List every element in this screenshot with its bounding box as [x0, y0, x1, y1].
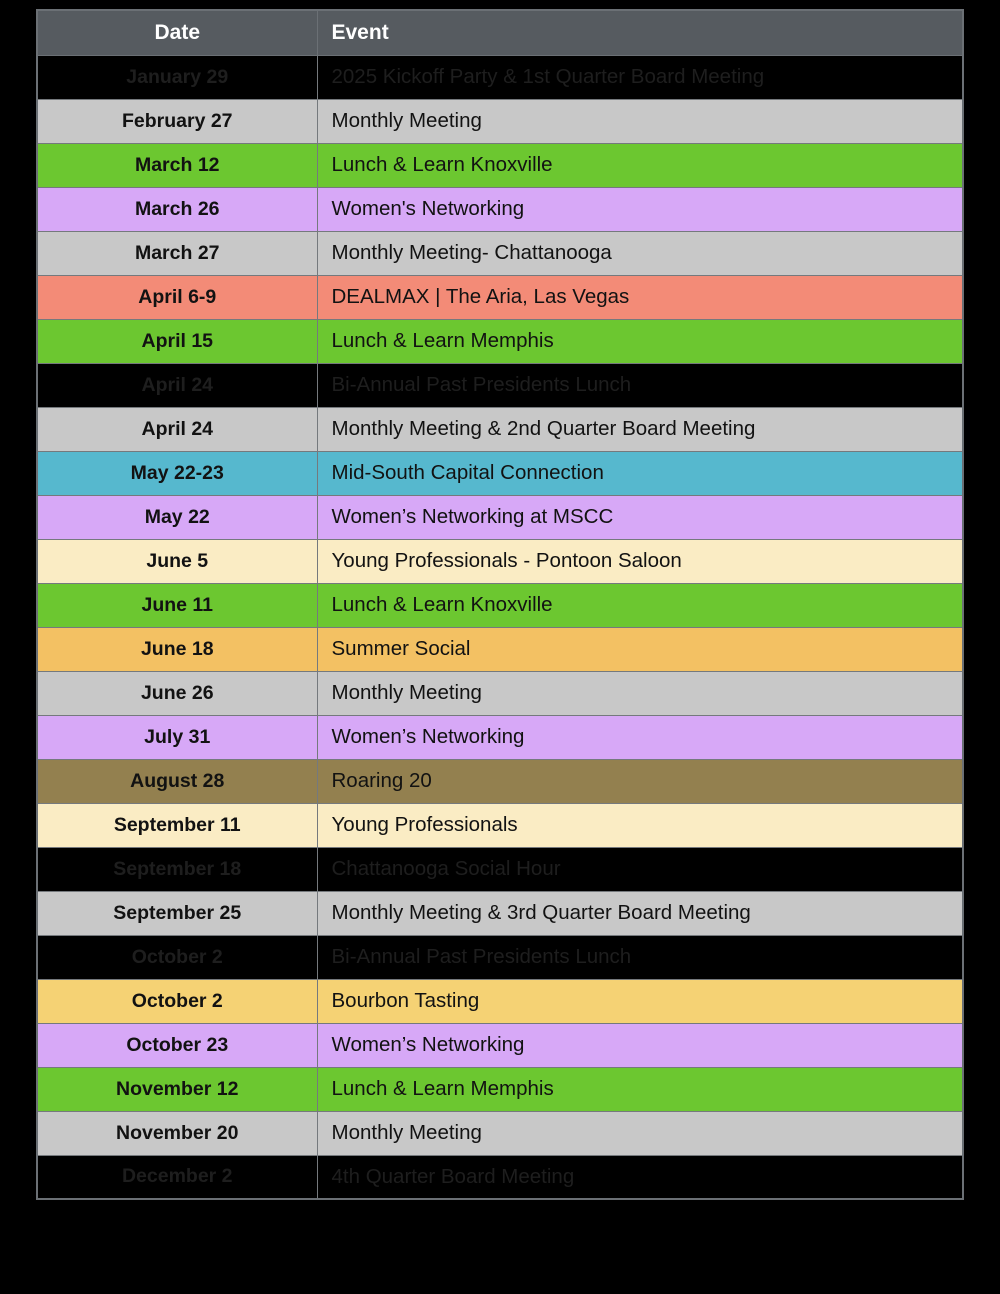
- cell-date: October 2: [37, 935, 317, 979]
- cell-date: March 12: [37, 143, 317, 187]
- table-row: [37, 979, 963, 1023]
- cell-date: July 31: [37, 715, 317, 759]
- table-row: [37, 451, 963, 495]
- table-row: [37, 759, 963, 803]
- table-row: [37, 319, 963, 363]
- event-schedule-table: [36, 9, 964, 1200]
- table-row: [37, 803, 963, 847]
- cell-date: December 2: [37, 1155, 317, 1199]
- table-row: [37, 891, 963, 935]
- cell-date: August 28: [37, 759, 317, 803]
- table-row: [37, 539, 963, 583]
- cell-date: February 27: [37, 99, 317, 143]
- table-row: [37, 1111, 963, 1155]
- table-row: [37, 143, 963, 187]
- cell-event: Young Professionals: [317, 803, 963, 847]
- cell-event: Women's Networking: [317, 187, 963, 231]
- table-row: [37, 715, 963, 759]
- table-row: [37, 847, 963, 891]
- cell-event: 2025 Kickoff Party & 1st Quarter Board Meeting: [317, 55, 963, 99]
- cell-date: May 22-23: [37, 451, 317, 495]
- cell-date: April 15: [37, 319, 317, 363]
- cell-event: Lunch & Learn Knoxville: [317, 143, 963, 187]
- cell-event: DEALMAX | The Aria, Las Vegas: [317, 275, 963, 319]
- column-header-event: Event: [317, 10, 963, 55]
- table-row: [37, 495, 963, 539]
- cell-date: March 27: [37, 231, 317, 275]
- cell-date: October 23: [37, 1023, 317, 1067]
- cell-date: June 11: [37, 583, 317, 627]
- table-row: [37, 1023, 963, 1067]
- table-body: [37, 55, 963, 1199]
- cell-event: 4th Quarter Board Meeting: [317, 1155, 963, 1199]
- cell-event: Women’s Networking at MSCC: [317, 495, 963, 539]
- cell-event: Bi-Annual Past Presidents Lunch: [317, 935, 963, 979]
- cell-date: May 22: [37, 495, 317, 539]
- cell-event: Monthly Meeting- Chattanooga: [317, 231, 963, 275]
- cell-event: Monthly Meeting & 2nd Quarter Board Meeting: [317, 407, 963, 451]
- cell-date: November 20: [37, 1111, 317, 1155]
- cell-date: June 5: [37, 539, 317, 583]
- table-row: [37, 363, 963, 407]
- cell-event: Bourbon Tasting: [317, 979, 963, 1023]
- cell-event: Monthly Meeting: [317, 99, 963, 143]
- cell-date: October 2: [37, 979, 317, 1023]
- table-header-row: [37, 10, 963, 55]
- table-row: [37, 935, 963, 979]
- cell-date: November 12: [37, 1067, 317, 1111]
- cell-date: April 24: [37, 363, 317, 407]
- cell-event: Mid-South Capital Connection: [317, 451, 963, 495]
- table-row: [37, 671, 963, 715]
- cell-event: Women’s Networking: [317, 715, 963, 759]
- table-header: [37, 10, 963, 55]
- cell-event: Young Professionals - Pontoon Saloon: [317, 539, 963, 583]
- cell-event: Women’s Networking: [317, 1023, 963, 1067]
- table-row: [37, 275, 963, 319]
- cell-event: Monthly Meeting: [317, 671, 963, 715]
- cell-date: September 25: [37, 891, 317, 935]
- cell-date: June 26: [37, 671, 317, 715]
- table-row: [37, 187, 963, 231]
- cell-date: June 18: [37, 627, 317, 671]
- cell-date: January 29: [37, 55, 317, 99]
- cell-event: Lunch & Learn Knoxville: [317, 583, 963, 627]
- cell-date: April 6-9: [37, 275, 317, 319]
- cell-date: April 24: [37, 407, 317, 451]
- cell-event: Bi-Annual Past Presidents Lunch: [317, 363, 963, 407]
- cell-date: September 18: [37, 847, 317, 891]
- cell-date: March 26: [37, 187, 317, 231]
- cell-event: Chattanooga Social Hour: [317, 847, 963, 891]
- cell-event: Lunch & Learn Memphis: [317, 1067, 963, 1111]
- cell-event: Lunch & Learn Memphis: [317, 319, 963, 363]
- table-row: [37, 1067, 963, 1111]
- cell-event: Roaring 20: [317, 759, 963, 803]
- table-row: [37, 1155, 963, 1199]
- column-header-date: Date: [37, 10, 317, 55]
- table-row: [37, 55, 963, 99]
- table-row: [37, 627, 963, 671]
- cell-event: Monthly Meeting: [317, 1111, 963, 1155]
- table-row: [37, 583, 963, 627]
- cell-date: September 11: [37, 803, 317, 847]
- cell-event: Summer Social: [317, 627, 963, 671]
- table-row: [37, 99, 963, 143]
- cell-event: Monthly Meeting & 3rd Quarter Board Meeting: [317, 891, 963, 935]
- table-row: [37, 231, 963, 275]
- table-row: [37, 407, 963, 451]
